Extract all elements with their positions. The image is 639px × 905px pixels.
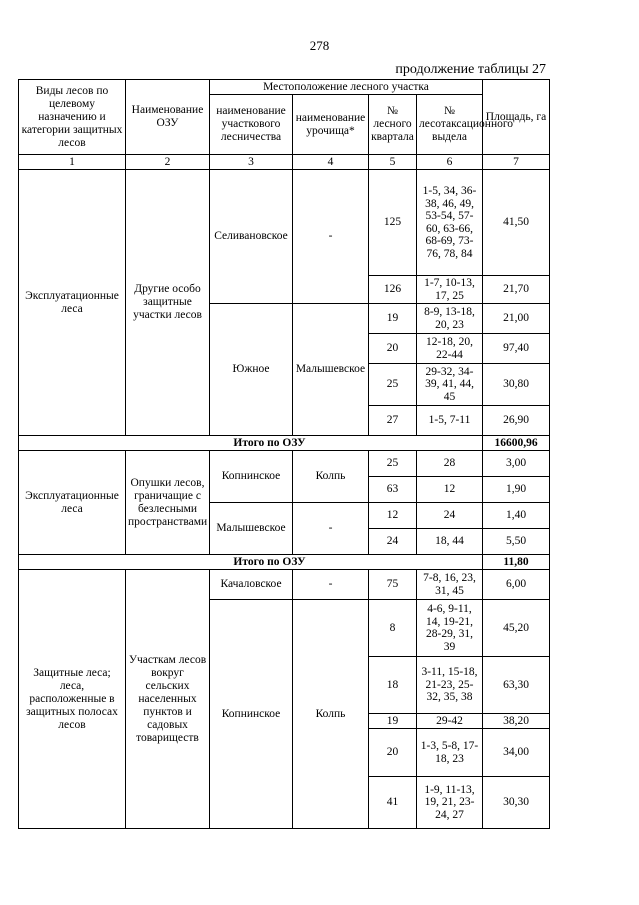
area-cell: 38,20 [483,714,550,729]
total-value: 16600,96 [483,436,550,451]
allotment-cell: 8-9, 13-18, 20, 23 [417,304,483,334]
allotment-cell: 24 [417,503,483,529]
tract-cell: Колпь [293,451,369,503]
quarter-cell: 20 [369,334,417,364]
allotment-cell: 1-9, 11-13, 19, 21, 23-24, 27 [417,777,483,829]
area-cell: 30,30 [483,777,550,829]
column-number: 4 [293,155,369,170]
quarter-cell: 24 [369,529,417,555]
header-col-area: Площадь, га [483,80,550,155]
tract-cell: Колпь [293,600,369,829]
quarter-cell: 19 [369,714,417,729]
area-cell: 63,30 [483,657,550,714]
table-continuation-label: продолжение таблицы 27 [395,62,546,77]
column-numbers-row [19,155,550,170]
total-row [19,555,550,570]
forest-plots-table [18,79,550,829]
tract-cell: Малышевское [293,304,369,436]
column-number: 2 [126,155,210,170]
allotment-cell: 4-6, 9-11, 14, 19-21, 28-29, 31, 39 [417,600,483,657]
quarter-cell: 8 [369,600,417,657]
ozu-cell: Участкам лесов вокруг сельских населенных пунктов и садовых товариществ [126,570,210,829]
area-cell: 30,80 [483,364,550,406]
area-cell: 34,00 [483,729,550,777]
total-label: Итого по ОЗУ [19,555,483,570]
quarter-cell: 125 [369,170,417,276]
header-col-quarter: № лесного квартала [369,95,417,155]
forest-type-cell: Защитные леса; леса, расположенные в защитных полосах лесов [19,570,126,829]
column-number: 5 [369,155,417,170]
area-cell: 97,40 [483,334,550,364]
total-row [19,436,550,451]
area-cell: 21,70 [483,276,550,304]
allotment-cell: 29-32, 34-39, 41, 44, 45 [417,364,483,406]
ozu-cell: Опушки лесов, граничащие с безлесными пространствами [126,451,210,555]
tract-cell: - [293,570,369,600]
forestry-cell: Копнинское [210,451,293,503]
header-col-allotment: № лесотаксационного выдела [417,95,483,155]
area-cell: 5,50 [483,529,550,555]
quarter-cell: 25 [369,364,417,406]
allotment-cell: 1-5, 34, 36-38, 46, 49, 53-54, 57-60, 63-66, 68-69, 73-76, 78, 84 [417,170,483,276]
allotment-cell: 29-42 [417,714,483,729]
quarter-cell: 41 [369,777,417,829]
area-cell: 1,40 [483,503,550,529]
forest-type-cell: Эксплуатационные леса [19,170,126,436]
table-row [19,451,550,477]
quarter-cell: 63 [369,477,417,503]
forest-type-cell: Эксплуатационные леса [19,451,126,555]
allotment-cell: 28 [417,451,483,477]
area-cell: 1,90 [483,477,550,503]
allotment-cell: 3-11, 15-18, 21-23, 25-32, 35, 38 [417,657,483,714]
quarter-cell: 12 [369,503,417,529]
allotment-cell: 7-8, 16, 23, 31, 45 [417,570,483,600]
quarter-cell: 25 [369,451,417,477]
allotment-cell: 1-7, 10-13, 17, 25 [417,276,483,304]
quarter-cell: 18 [369,657,417,714]
quarter-cell: 126 [369,276,417,304]
table-row [19,570,550,600]
allotment-cell: 12 [417,477,483,503]
forestry-cell: Малышевское [210,503,293,555]
tract-cell: - [293,503,369,555]
ozu-cell: Другие особо защитные участки лесов [126,170,210,436]
allotment-cell: 1-5, 7-11 [417,406,483,436]
header-col-forestry: наименование участкового лесничества [210,95,293,155]
quarter-cell: 20 [369,729,417,777]
forestry-cell: Селивановское [210,170,293,304]
header-col-forest-type: Виды лесов по целевому назначению и категории защитных лесов [19,80,126,155]
area-cell: 6,00 [483,570,550,600]
column-number: 7 [483,155,550,170]
allotment-cell: 18, 44 [417,529,483,555]
table-row [19,170,550,276]
area-cell: 26,90 [483,406,550,436]
area-cell: 3,00 [483,451,550,477]
forestry-cell: Качаловское [210,570,293,600]
quarter-cell: 19 [369,304,417,334]
quarter-cell: 75 [369,570,417,600]
header-col-tract: наименование урочища* [293,95,369,155]
total-label: Итого по ОЗУ [19,436,483,451]
header-location-group: Местоположение лесного участка [210,80,483,95]
total-value: 11,80 [483,555,550,570]
forestry-cell: Копнинское [210,600,293,829]
column-number: 3 [210,155,293,170]
area-cell: 41,50 [483,170,550,276]
forestry-cell: Южное [210,304,293,436]
column-number: 1 [19,155,126,170]
page-number: 278 [309,38,330,53]
quarter-cell: 27 [369,406,417,436]
header-col-ozu: Наименование ОЗУ [126,80,210,155]
tract-cell: - [293,170,369,304]
column-number: 6 [417,155,483,170]
area-cell: 21,00 [483,304,550,334]
area-cell: 45,20 [483,600,550,657]
allotment-cell: 1-3, 5-8, 17-18, 23 [417,729,483,777]
header-row [19,80,550,95]
allotment-cell: 12-18, 20, 22-44 [417,334,483,364]
